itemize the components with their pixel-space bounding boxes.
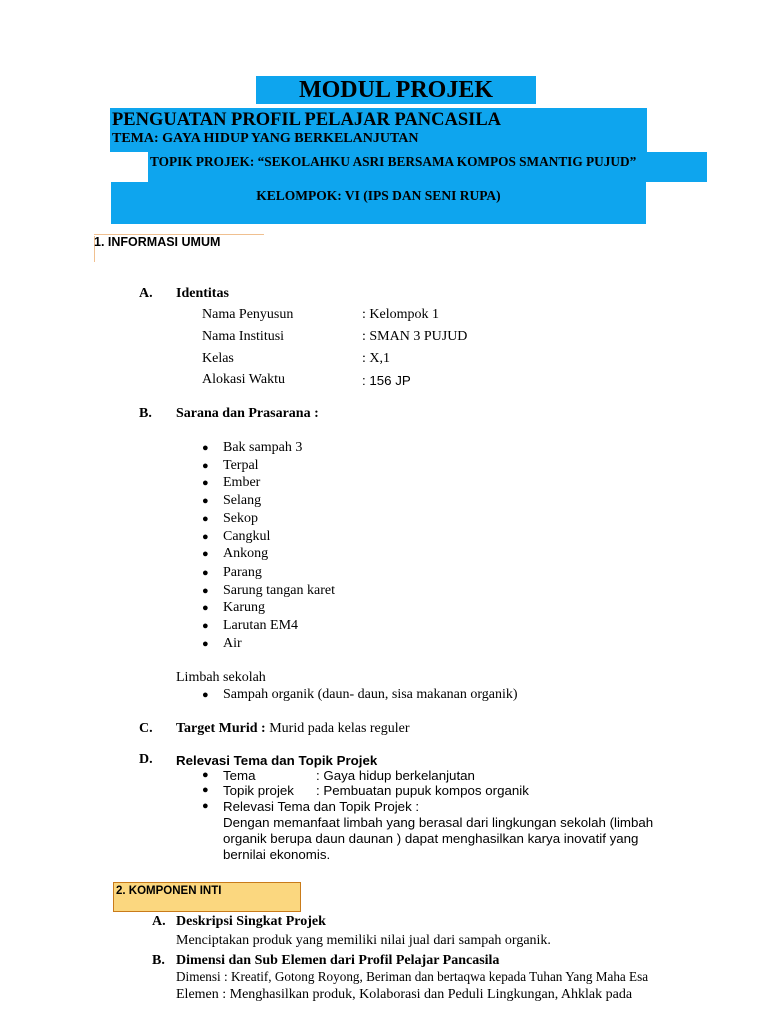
dimensi-text: Dimensi : Kreatif, Gotong Royong, Beriman dan bertaqwa kepada Tuhan Yang Maha Esa	[176, 969, 649, 984]
target-murid	[176, 720, 410, 738]
bullet-icon: ●	[202, 602, 209, 614]
list-item: Sampah organik (daun- daun, sisa makanan organik)	[223, 687, 518, 702]
relevasi-label: Relevasi Tema dan Topik Projek :	[223, 799, 420, 814]
relevasi-paragraph-line: Dengan memanfaat limbah yang berasal dari lingkungan sekolah (limbah	[223, 815, 654, 830]
section2-a-letter: A.	[152, 914, 166, 929]
relevasi-value: : Gaya hidup berkelanjutan	[316, 768, 475, 783]
section2-heading: 2. KOMPONEN INTI	[116, 885, 222, 897]
sarana-heading: Sarana dan Prasarana :	[176, 406, 319, 421]
section-b-letter: B.	[139, 406, 152, 421]
identity-value: : X,1	[362, 351, 390, 366]
relevasi-paragraph-line: bernilai ekonomis.	[223, 847, 331, 862]
list-item: Sarung tangan karet	[223, 583, 335, 598]
section2-b-letter: B.	[152, 953, 165, 968]
bullet-icon: ●	[202, 460, 209, 472]
list-item: Terpal	[223, 458, 259, 473]
relevasi-label: Topik projek	[223, 783, 294, 798]
list-item: Karung	[223, 600, 265, 615]
bullet-icon: ●	[202, 513, 209, 525]
limbah-label: Limbah sekolah	[176, 670, 266, 685]
bullet-icon: ●	[202, 567, 209, 579]
list-item: Parang	[223, 565, 262, 580]
section1-heading: 1. INFORMASI UMUM	[94, 235, 221, 249]
bullet-icon: ●	[202, 784, 209, 796]
list-item: Sekop	[223, 511, 258, 526]
section-d-letter: D.	[139, 752, 153, 767]
bullet-icon: ●	[202, 585, 209, 597]
list-item: Bak sampah 3	[223, 440, 303, 455]
bullet-icon: ●	[202, 531, 209, 543]
list-item: Ankong	[223, 546, 269, 561]
relevasi-label: Tema	[223, 768, 256, 783]
deskripsi-heading: Deskripsi Singkat Projek	[176, 914, 326, 929]
identity-label: Kelas	[202, 351, 234, 366]
bullet-icon: ●	[202, 769, 209, 781]
bullet-icon: ●	[202, 689, 209, 701]
document-title: MODUL PROJEK	[298, 77, 493, 103]
bullet-icon: ●	[202, 442, 209, 454]
bullet-icon: ●	[202, 620, 209, 632]
section-c-letter: C.	[139, 721, 153, 736]
topik-heading: TOPIK PROJEK: “SEKOLAHKU ASRI BERSAMA KOMPOS SMANTIG PUJUD”	[150, 154, 637, 169]
identity-value: : SMAN 3 PUJUD	[362, 329, 468, 344]
target-murid-heading: Target Murid :	[176, 721, 266, 736]
identitas-heading: Identitas	[176, 286, 229, 301]
tema-heading: TEMA: GAYA HIDUP YANG BERKELANJUTAN	[112, 131, 419, 146]
list-item: Selang	[223, 493, 262, 508]
deskripsi-text: Menciptakan produk yang memiliki nilai jual dari sampah organik.	[176, 933, 551, 948]
identity-value: : Kelompok 1	[362, 307, 439, 322]
relevasi-paragraph-line: organik berupa daun daunan ) dapat menghasilkan karya inovatif yang	[223, 831, 639, 846]
list-item: Larutan EM4	[223, 618, 299, 633]
bullet-icon: ●	[202, 548, 209, 560]
identity-label: Nama Institusi	[202, 329, 285, 344]
dimensi-heading: Dimensi dan Sub Elemen dari Profil Pelajar Pancasila	[176, 953, 500, 968]
relevasi-heading: Relevasi Tema dan Topik Projek	[176, 753, 378, 768]
section-a-letter: A.	[139, 286, 153, 301]
bullet-icon: ●	[202, 800, 209, 812]
target-murid-text: Murid pada kelas reguler	[265, 721, 410, 736]
identity-label: Alokasi Waktu	[202, 372, 285, 387]
bullet-icon: ●	[202, 477, 209, 489]
identity-label: Nama Penyusun	[202, 307, 294, 322]
elemen-text: Elemen : Menghasilkan produk, Kolaborasi dan Peduli Lingkungan, Ahklak pada	[176, 987, 633, 1002]
list-item: Air	[223, 636, 242, 651]
identity-value: : 156 JP	[362, 373, 411, 388]
list-item: Cangkul	[223, 529, 271, 544]
subtitle: PENGUATAN PROFIL PELAJAR PANCASILA	[112, 110, 502, 130]
bullet-icon: ●	[202, 638, 209, 650]
list-item: Ember	[223, 475, 261, 490]
bullet-icon: ●	[202, 495, 209, 507]
kelompok-heading: KELOMPOK: VI (IPS DAN SENI RUPA)	[256, 188, 501, 203]
relevasi-value: : Pembuatan pupuk kompos organik	[316, 783, 529, 798]
